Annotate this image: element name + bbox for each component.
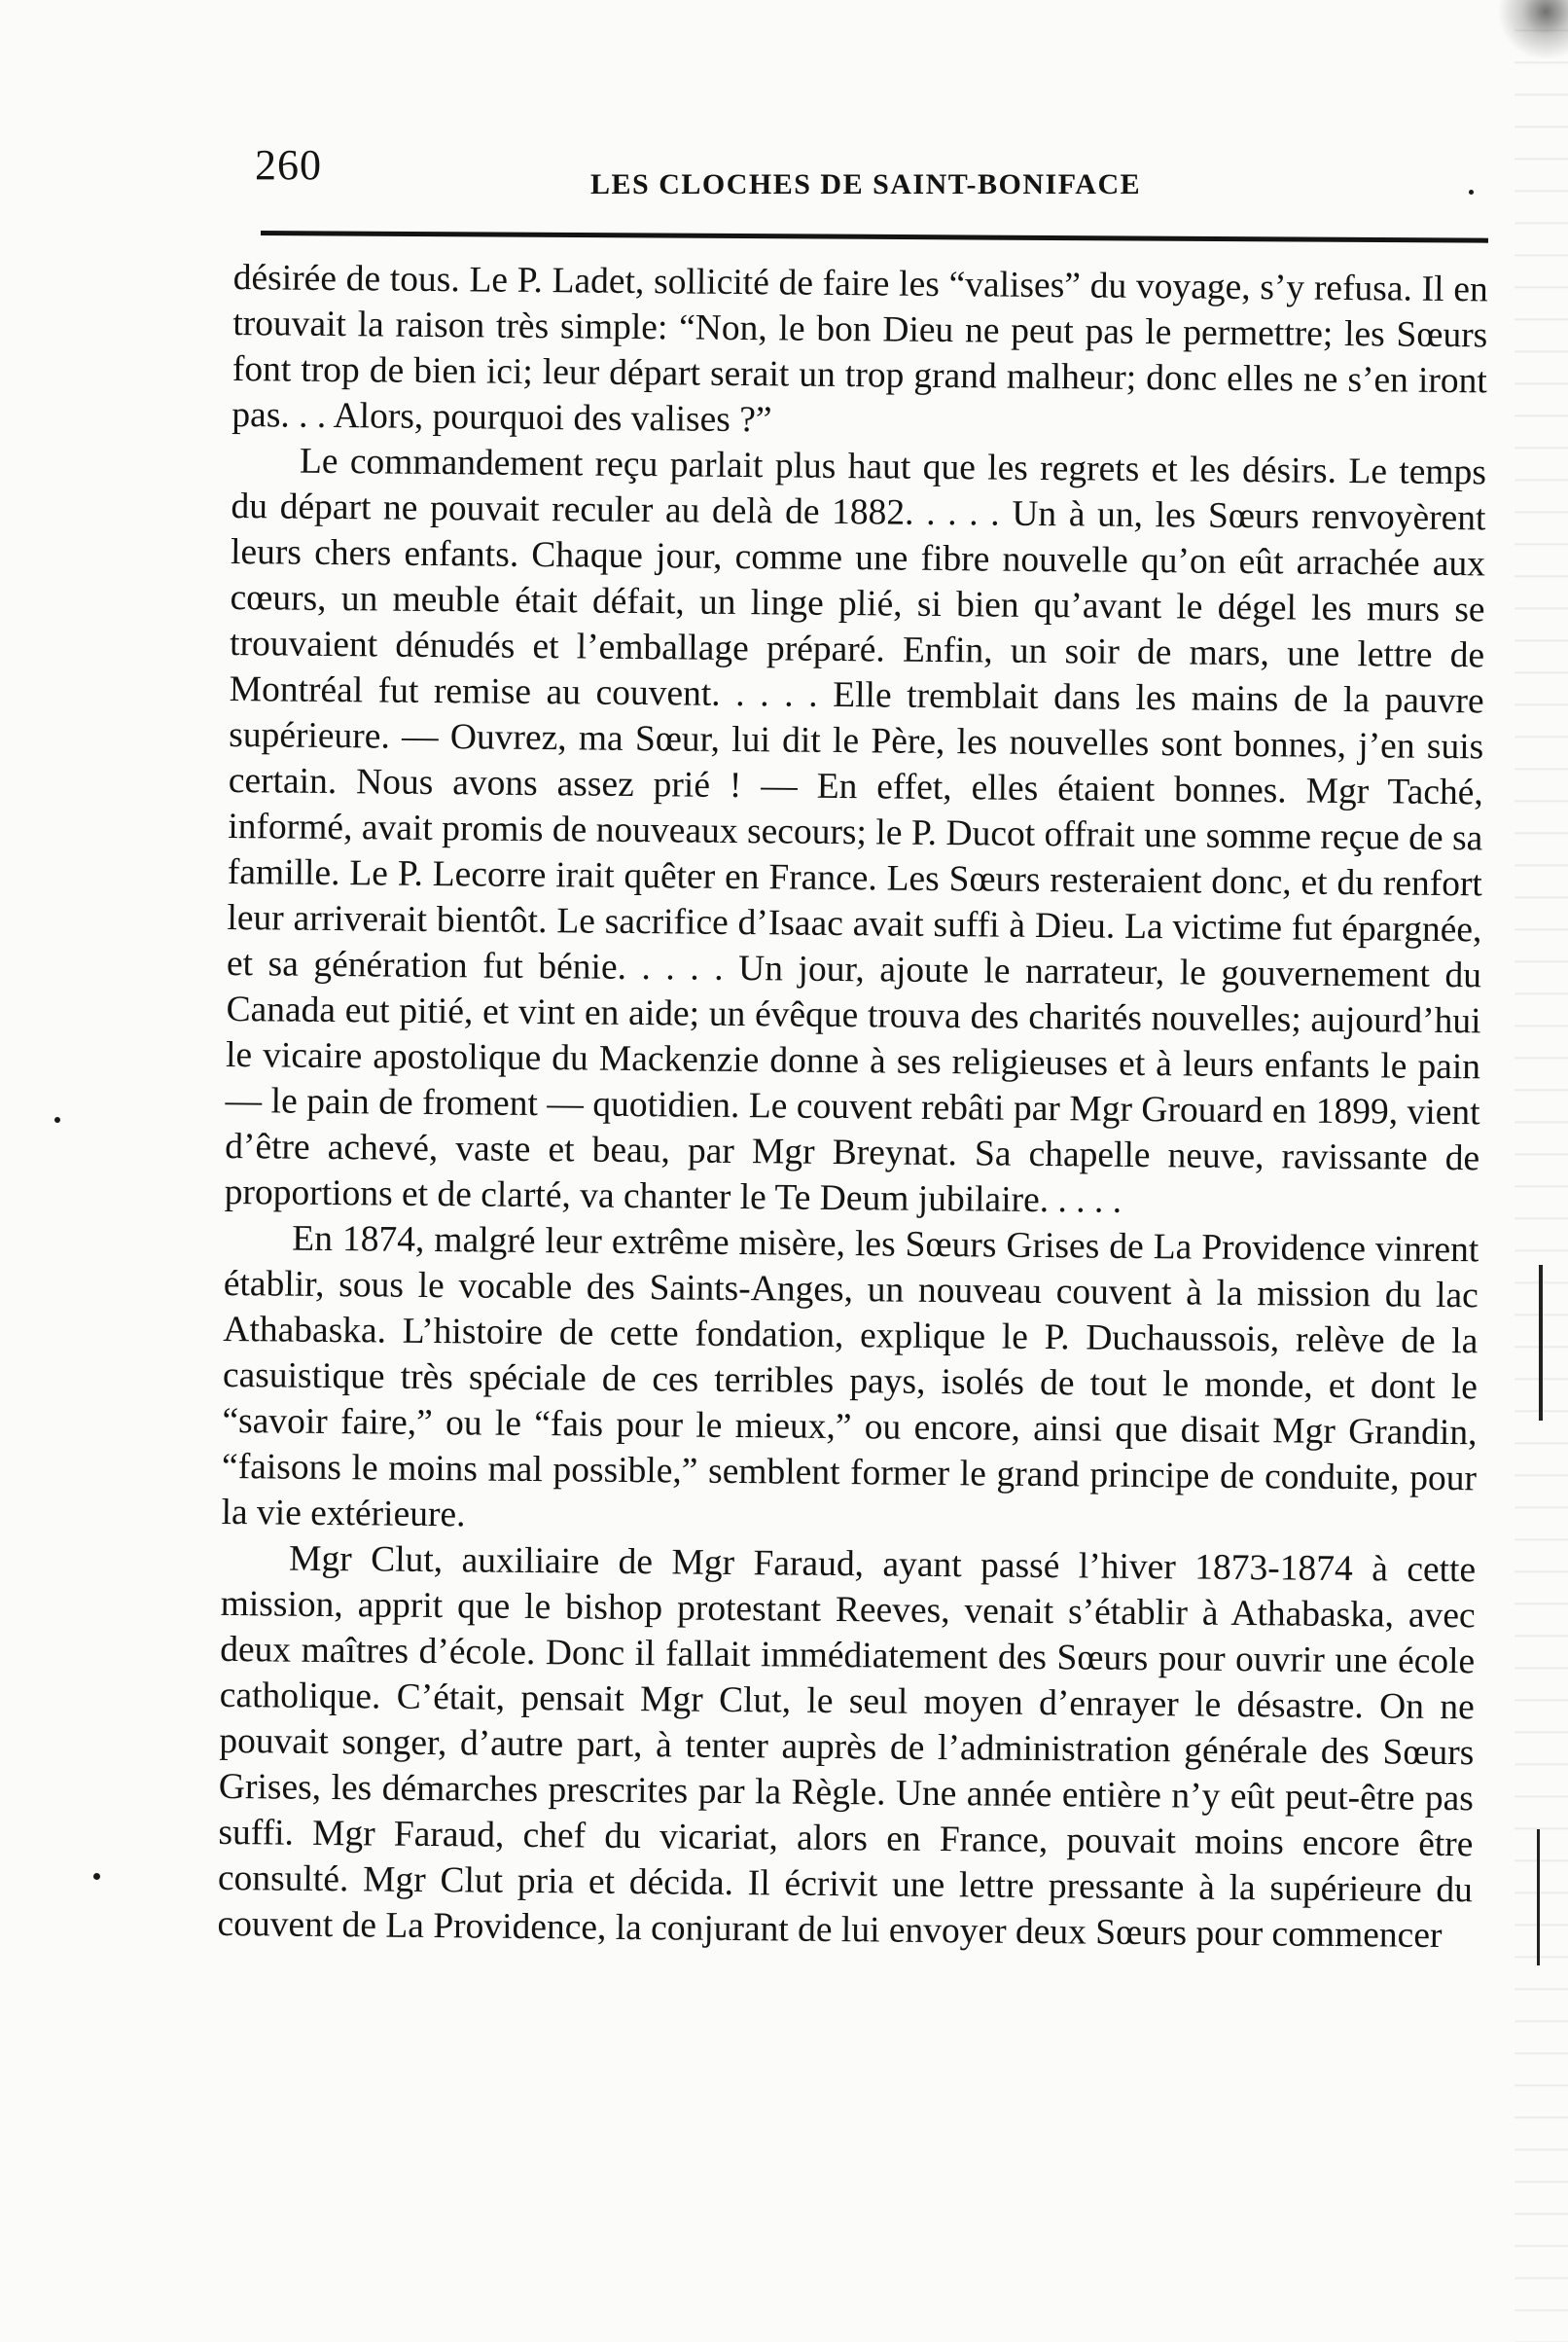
scan-speck xyxy=(54,1117,60,1123)
paragraph-2: Le commandement reçu parlait plus haut que les regrets et les désirs. Le temps du départ ne pouvait reculer au delà de 1882. . . . . Un à un, les Sœurs renvoyèrent leurs chers enfants. Chaque jour, comme une fibre nouvelle qu’on eût arrachée aux cœurs, un meuble était défait, un linge plié, si bien qu’avant le dégel les murs se trouvaient dénudés et l’emballage préparé. Enfin, un soir de mars, une lettre de Montréal fut remise au couvent. . . . . Elle tremblait dans les mains de la pauvre supérieure. — Ouvrez, ma Sœur, lui dit le Père, les nouvelles sont bonnes, j’en suis certain. Nous avons assez prié ! — En effet, elles étaient bonnes. Mgr Taché, informé, avait promis de nouveaux secours; le P. Ducot offrait une somme reçue de sa famille. Le P. Lecorre irait quêter en France. Les Sœurs resteraient donc, et du renfort leur arriverait bientôt. Le sacrifice d’Isaac avait suffi à Dieu. La victime fut épargnée, et sa génération fut bénie. . . . . Un jour, ajoute le narrateur, le gouvernement du Canada eut pitié, et vint en aide; un évêque trouva des charités nouvelles; aujourd’hui le vicaire apostolique du Mackenzie donne à ses religieuses et à leurs enfants le pain — le pain de froment — quotidien. Le couvent rebâti par Mgr Grouard en 1899, vient d’être achevé, vaste et beau, par Mgr Breynat. Sa chapelle neuve, ravissante de proportions et de clarté, va chanter le Te Deum jubilaire. . . . . xyxy=(224,441,1487,1221)
scan-speck xyxy=(1469,190,1474,195)
paragraph-3: En 1874, malgré leur extrême misère, les Sœurs Grises de La Providence vinrent établir, sous le vocable des Saints-Anges, un nouveau couvent à la mission du lac Athabaska. L’histoire de cette fondation, explique le P. Duchaussois, relève de la casuistique très spéciale de ces terribles pays, isolés de tout le monde, et dont le “savoir faire,” ou le “fais pour le mieux,” ou encore, ainsi que disait Mgr Grandin, “faisons le moins mal possible,” semblent former le grand principe de conduite, pour la vie extérieure. xyxy=(221,1218,1479,1535)
scan-margin-mark xyxy=(1537,1829,1540,1965)
body-text xyxy=(217,255,1488,1959)
page-header xyxy=(255,136,1490,214)
header-rule xyxy=(261,231,1488,243)
paragraph-4: Mgr Clut, auxiliaire de Mgr Faraud, ayant passé l’hiver 1873-1874 à cette mission, apprit que le bishop protestant Reeves, venait s’établir à Athabaska, avec deux maîtres d’école. Donc il fallait immédiatement des Sœurs pour ouvrir une école catholique. C’était, pensait Mgr Clut, le seul moyen d’enrayer le désastre. On ne pouvait songer, d’autre part, à tenter auprès de l’administration générale des Sœurs Grises, les démarches prescrites par la Règle. Une année entière n’y eût peut-être pas suffi. Mgr Faraud, chef du vicariat, alors en France, pouvait moins encore être consulté. Mgr Clut pria et décida. Il écrivit une lettre pressante à la supérieure du couvent de La Providence, la conjurant de lui envoyer deux Sœurs pour commencer xyxy=(217,1538,1477,1957)
page-number: 260 xyxy=(255,141,322,189)
running-head: LES CLOCHES DE SAINT-BONIFACE xyxy=(590,168,1142,200)
paragraph-1: désirée de tous. Le P. Ladet, sollicité de faire les “valises” du voyage, s’y refusa. Il en trouvait la raison très simple: “Non, le bon Dieu ne peut pas le permettre; les Sœurs font trop de bien ici; leur départ serait un trop grand malheur; donc elles ne s’en iront pas. . . Alors, pourquoi des valises ?” xyxy=(232,257,1488,441)
scan-speck xyxy=(93,1873,100,1880)
scan-edge-noise xyxy=(1515,0,1568,2342)
scan-margin-mark xyxy=(1539,1265,1543,1421)
